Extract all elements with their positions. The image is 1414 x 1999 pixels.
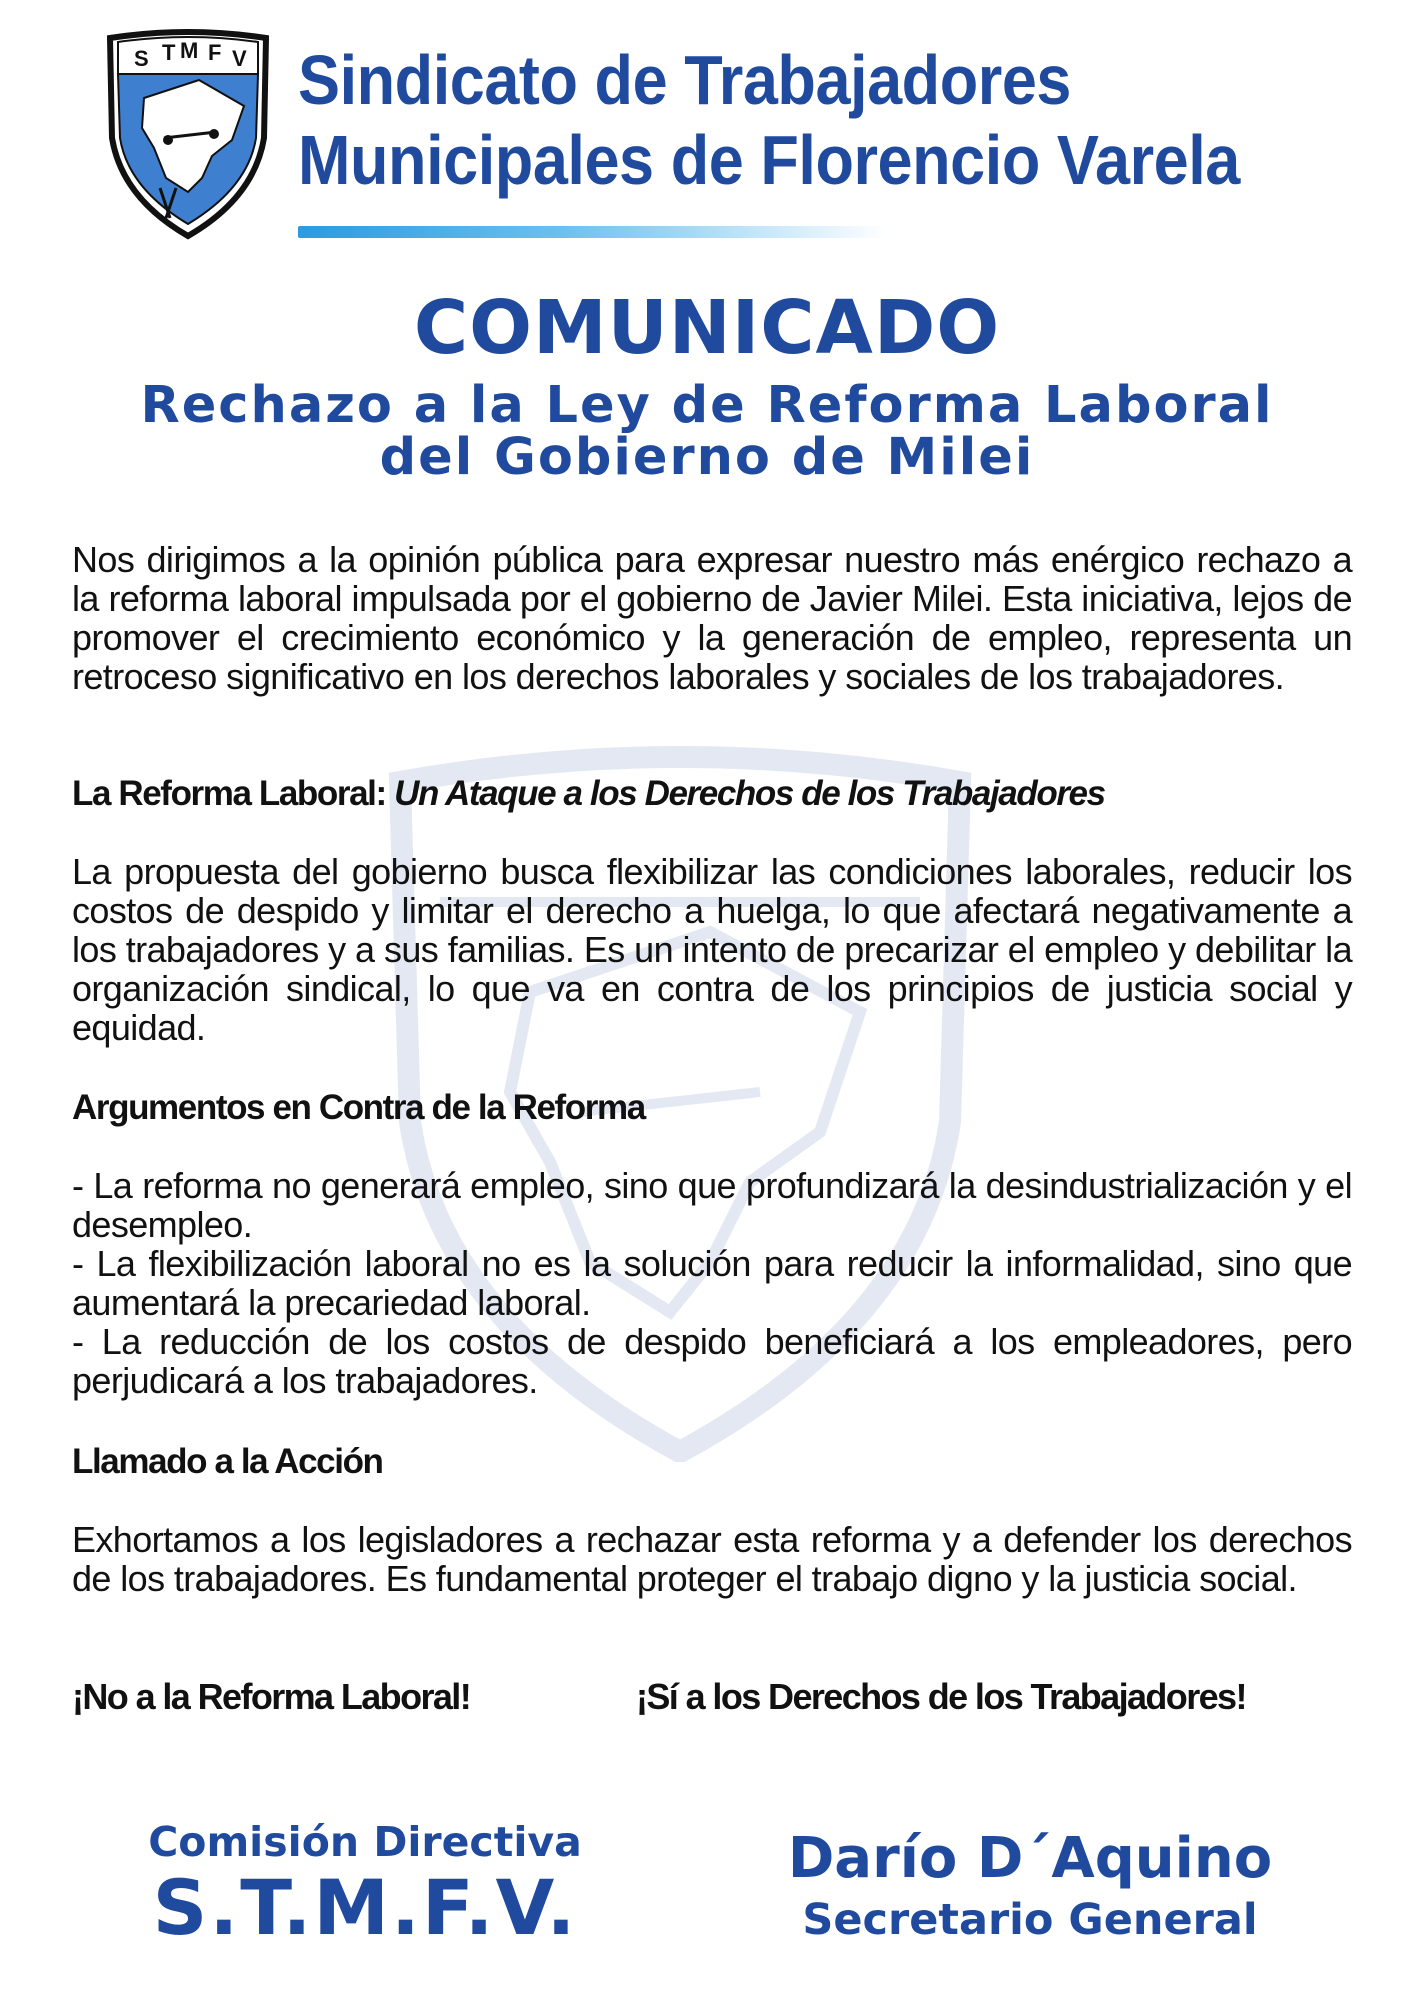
section-heading: Llamado a la Acción	[72, 1442, 383, 1481]
subtitle-line: Rechazo a la Ley de Reforma Laboral	[140, 376, 1274, 435]
logo-letter: M	[180, 38, 199, 63]
document-title: COMUNICADO	[413, 285, 1001, 371]
signatory-name: Darío D´Aquino	[787, 1826, 1273, 1891]
section-heading	[72, 774, 1352, 814]
logo-letter: T	[162, 40, 176, 65]
section-heading-prefix: La Reforma Laboral:	[72, 774, 395, 813]
logo-letter: S	[134, 46, 149, 71]
logo-letter: F	[208, 40, 222, 65]
list-item: - La flexibilización laboral no es la solución para reducir la informalidad, sino que aumentará la precariedad laboral.	[72, 1243, 1352, 1323]
organization-name-line: Sindicato de Trabajadores	[298, 41, 1072, 119]
argument-list	[72, 1166, 1352, 1400]
slogan-left: ¡No a la Reforma Laboral!	[72, 1676, 471, 1717]
signature-organization: Comisión Directiva	[148, 1818, 582, 1866]
signature-acronym: S.T.M.F.V.	[152, 1863, 578, 1952]
list-item: - La reforma no generará empleo, sino que profundizará la desindustrialización y el desempleo.	[72, 1165, 1352, 1245]
section-heading: Argumentos en Contra de la Reforma	[72, 1088, 645, 1127]
organization-name	[298, 40, 1252, 200]
list-item: - La reducción de los costos de despido beneficiará a los empleadores, pero perjudicará a los trabajadores.	[72, 1321, 1352, 1401]
section-paragraph: La propuesta del gobierno busca flexibilizar las condiciones laborales, reducir los costos de despido y limitar el derecho a huelga, lo que afectará negativamente a los trabajadores y a sus familias. Es un intento de precarizar el empleo y debilitar la organización sindical, lo que va en contra de los principios de justicia social y equidad.	[72, 851, 1352, 1048]
section-paragraph: Exhortamos a los legisladores a rechazar esta reforma y a defender los derechos de los trabajadores. Es fundamental proteger el trabajo digno y la justicia social.	[72, 1519, 1352, 1599]
subtitle-line: del Gobierno de Milei	[379, 428, 1035, 487]
header-divider	[298, 226, 888, 238]
intro-paragraph: Nos dirigimos a la opinión pública para expresar nuestro más enérgico rechazo a la reforma laboral impulsada por el gobierno de Javier Milei. Esta iniciativa, lejos de promover el crecimiento económico y la generación de empleo, representa un retroceso significativo en los derechos laborales y sociales de los trabajadores.	[72, 539, 1352, 697]
document-subtitle	[0, 376, 1414, 487]
logo-letter: V	[232, 46, 247, 71]
slogan-right: ¡Sí a los Derechos de los Trabajadores!	[636, 1676, 1246, 1717]
union-logo	[104, 28, 272, 242]
section-heading-accent: Un Ataque a los Derechos de los Trabajadores	[394, 774, 1105, 813]
organization-name-line: Municipales de Florencio Varela	[298, 121, 1240, 199]
signatory-role: Secretario General	[802, 1895, 1258, 1945]
